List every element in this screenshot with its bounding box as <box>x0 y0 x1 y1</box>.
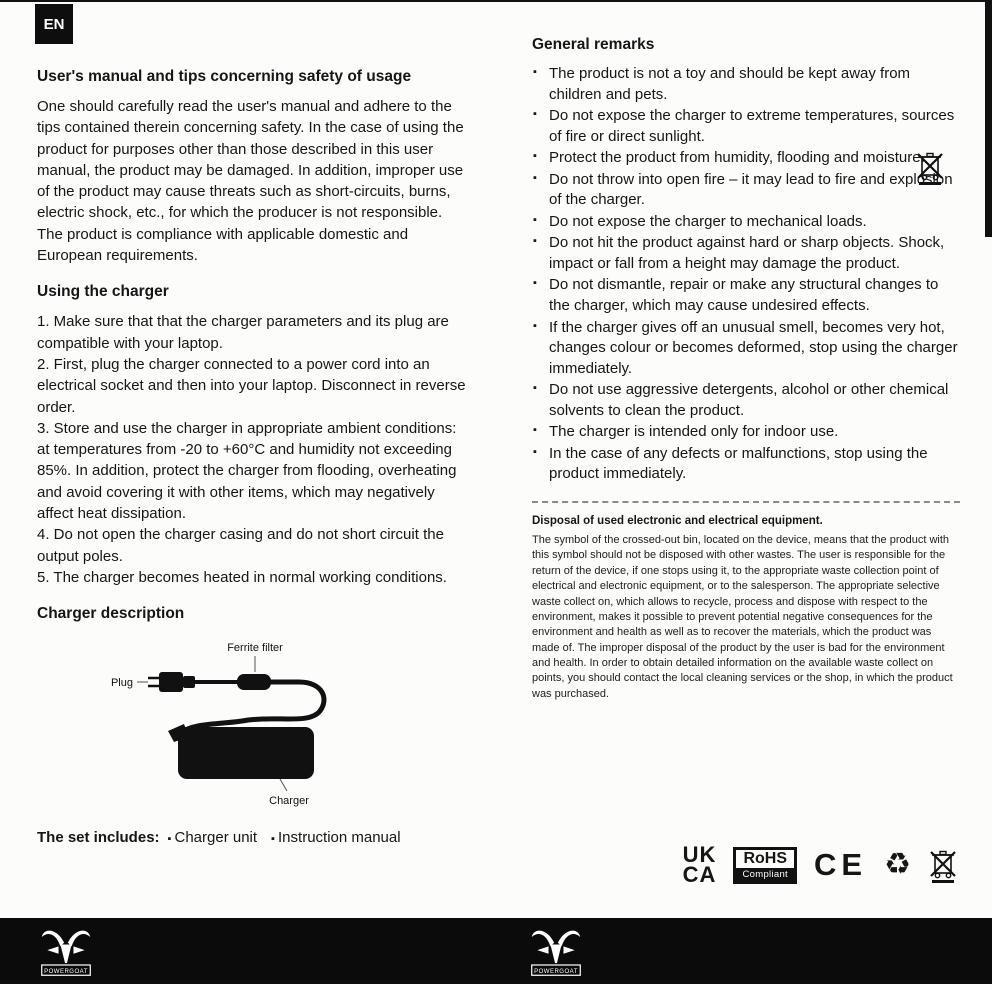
rohs-compliant-label: Compliant <box>736 868 794 881</box>
remark-item: ▪ Do not throw into open fire – it may lead to fire and explosion of the charger. <box>532 170 960 211</box>
dashed-divider <box>532 501 960 503</box>
set-item: ▪ Charger unit <box>168 829 258 846</box>
remark-item: ▪ Do not dismantle, repair or make any structural changes to the charger, which may cause undesired effects. <box>532 275 960 316</box>
general-remarks-heading: General remarks <box>532 36 655 53</box>
ukca-line2: CA <box>682 862 717 888</box>
usage-heading: User's manual and tips concerning safety of usage <box>37 68 412 85</box>
set-item: ▪ Instruction manual <box>271 829 401 846</box>
disposal-paragraph: The symbol of the crossed-out bin, located on the device, means that the product with this symbol should not be disposed with other wastes. The user is responsible for the return of the device, if one stops using it, to the appropriate waste collection point of electrical and electronic equipment, or to the salesperson. The appropriate selective waste collect on, which allows to recycle, process and dispose with respect to the environment, makes it possible to prevent potential negative consequences for the environment and health as well as to recover the materials, which the product was made of. The improper disposal of the product by the user is bad for the environment and health. In order to obtain detailed information on the available waste collect on points, you should contact the local cleaning services or the shop, in which the product was purchased. <box>532 533 953 700</box>
step-item: 2. First, plug the charger connected to a power cord into an electrical socket and then into your laptop. Disconnect in reverse order. <box>37 355 466 416</box>
set-includes <box>37 829 470 846</box>
remark-item: ▪ In the case of any defects or malfunctions, stop using the product immediately. <box>532 444 960 485</box>
charger-description-heading: Charger description <box>37 605 185 623</box>
set-includes-label: The set includes: <box>37 829 160 847</box>
left-column <box>37 62 470 846</box>
charger-label: Charger <box>269 795 309 808</box>
step-item: 5. The charger becomes heated in normal working conditions. <box>37 568 447 586</box>
page-right-border <box>985 0 992 237</box>
usage-paragraph: One should carefully read the user's manual and adhere to the tips contained therein concerning safety. In the case of using the product for purposes other than those described in this user manual, the product may be damaged. In addition, improper use of the product may cause threats such as short-circuits, burns, electric shock, etc., for which the producer is not responsible. The product is compliance with applicable domestic and European requirements. <box>37 98 464 265</box>
page-top-border <box>0 0 992 2</box>
remark-item: ▪ Do not use aggressive detergents, alcohol or other chemical solvents to clean the product. <box>532 380 960 421</box>
step-item: 1. Make sure that that the charger parameters and its plug are compatible with your laptop. <box>37 313 449 352</box>
powergoat-wordmark: POWERGOAT <box>44 968 88 975</box>
using-charger-heading: Using the charger <box>37 283 169 301</box>
remark-item: ▪ Do not expose the charger to extreme temperatures, sources of fire or direct sunlight. <box>532 106 960 147</box>
ferrite-filter-label: Ferrite filter <box>227 642 283 655</box>
charger-body-graphic <box>178 727 314 779</box>
step-item: 3. Store and use the charger in appropriate ambient conditions: at temperatures from -20 to +60°C and humidity not exceeding 85%. In addition, protect the charger from flooding, overheating and avoid covering it with other items, which may negatively affect heat dissipation. <box>37 419 457 523</box>
powergoat-logo <box>528 923 584 979</box>
certification-marks <box>682 842 958 888</box>
powergoat-logo <box>38 923 94 979</box>
remark-item: ▪ Do not expose the charger to mechanical loads. <box>532 212 960 233</box>
ferrite-filter-graphic <box>237 674 271 690</box>
powergoat-wordmark: POWERGOAT <box>534 968 578 975</box>
remark-item: ▪ Protect the product from humidity, flooding and moisture. <box>532 148 960 169</box>
language-badge: EN <box>35 4 73 44</box>
plug-graphic <box>148 672 195 692</box>
plug-label: Plug <box>110 677 133 690</box>
remark-item: ▪ Do not hit the product against hard or sharp objects. Shock, impact or fall from a height may damage the product. <box>532 233 960 274</box>
ukca-mark <box>682 842 717 888</box>
charger-steps <box>37 311 470 588</box>
remark-item: ▪ If the charger gives off an unusual smell, becomes very hot, changes colour or becomes deformed, stop using the charger immediately. <box>532 318 960 380</box>
disposal-heading: Disposal of used electronic and electrical equipment. <box>532 514 823 527</box>
ukca-line1: UK <box>682 842 717 867</box>
charger-diagram <box>37 639 470 819</box>
rohs-mark <box>733 847 797 884</box>
remark-item: ▪ The charger is intended only for indoor use. <box>532 422 960 443</box>
recycle-icon: ♻ <box>884 848 911 882</box>
weee-bin-icon <box>928 846 958 884</box>
step-item: 4. Do not open the charger casing and do not short circuit the output poles. <box>37 526 444 565</box>
general-remarks-list <box>532 64 960 485</box>
ce-mark: CE <box>814 847 868 883</box>
footer-bar <box>0 918 992 984</box>
right-column <box>532 36 960 702</box>
remark-item: ▪ The product is not a toy and should be kept away from children and pets. <box>532 64 960 105</box>
rohs-label: RoHS <box>743 849 788 867</box>
